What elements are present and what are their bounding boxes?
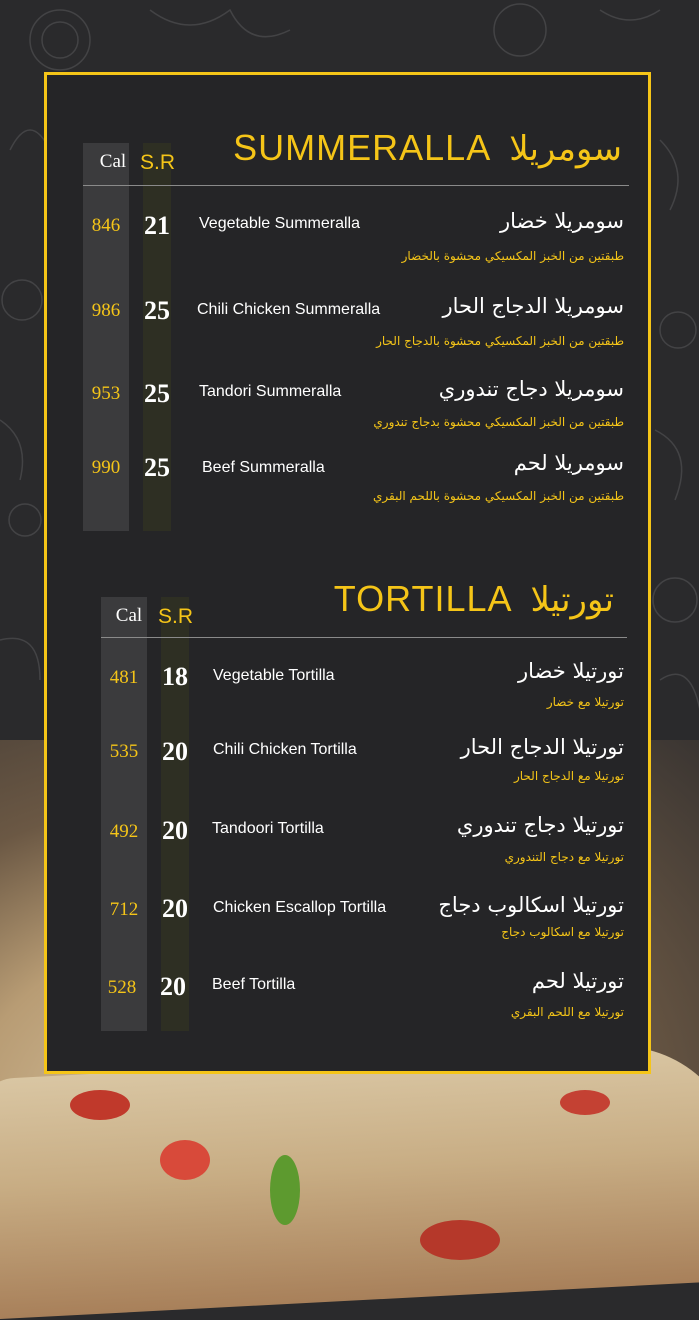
title-en: TORTILLA [333,578,513,619]
menu-item [47,731,654,801]
item-name-ar: سومريلا دجاج تندوري [438,377,624,401]
header-divider [101,637,627,638]
menu-item [47,809,654,879]
title-ar: تورتيلا [530,580,614,620]
calories: 846 [91,215,121,236]
menu-item [47,290,654,360]
menu-item [47,205,654,275]
calories: 492 [109,821,139,842]
price: 21 [144,211,170,240]
section-title [334,578,614,620]
title-en: SUMMERALLA [233,127,492,168]
cal-header: Cal [99,151,127,172]
filling-decoration [160,1140,210,1180]
price: 25 [144,296,170,325]
price: 20 [162,816,188,845]
filling-decoration [270,1155,300,1225]
item-name-en: Chili Chicken Summeralla [197,301,381,318]
header-divider [83,185,629,186]
quesadilla-image [0,1040,699,1319]
price: 20 [160,972,186,1001]
item-name-en: Vegetable Tortilla [213,667,335,684]
section-title [233,127,622,169]
calories: 535 [109,741,139,762]
item-desc-ar: طبقتين من الخبز المكسيكي محشوة بالخضار [401,249,624,263]
item-name-ar: سومريلا لحم [513,451,624,475]
menu-item [47,447,654,517]
item-desc-ar: طبقتين من الخبز المكسيكي محشوة باللحم البقري [373,489,624,503]
item-name-ar: سومريلا الدجاج الحار [442,294,624,318]
menu-item [47,889,654,959]
item-desc-ar: تورتيلا مع الدجاج الحار [513,769,624,783]
menu-item [47,655,654,725]
calories: 481 [109,667,139,688]
item-name-en: Beef Summeralla [202,459,325,476]
cal-header: Cal [115,605,143,626]
item-name-en: Tandori Summeralla [199,383,342,400]
item-name-en: Beef Tortilla [212,976,296,993]
item-name-ar: تورتيلا اسكالوب دجاج [438,893,624,917]
price: 25 [144,453,170,482]
sr-header: S.R [140,151,176,174]
item-name-ar: سومريلا خضار [499,209,624,233]
filling-decoration [70,1090,130,1120]
calories: 986 [91,300,121,321]
item-name-en: Chili Chicken Tortilla [213,741,357,758]
item-name-ar: تورتيلا خضار [518,659,624,683]
menu-panel [44,72,651,1074]
item-name-ar: تورتيلا لحم [531,969,624,993]
filling-decoration [560,1090,610,1115]
item-desc-ar: تورتيلا مع خضار [546,695,624,709]
item-name-en: Chicken Escallop Tortilla [213,899,387,916]
title-ar: سومريلا [509,129,622,169]
price: 20 [162,737,188,766]
item-desc-ar: تورتيلا مع دجاج التندوري [504,850,624,864]
item-desc-ar: طبقتين من الخبز المكسيكي محشوة بدجاج تندوري [373,415,624,429]
item-name-en: Tandoori Tortilla [212,820,324,837]
price: 20 [162,894,188,923]
sr-header: S.R [158,605,194,628]
calories: 953 [91,383,121,404]
item-desc-ar: تورتيلا مع اسكالوب دجاج [501,925,624,939]
item-desc-ar: تورتيلا مع اللحم البقري [510,1005,624,1019]
calories: 712 [109,899,139,920]
price: 18 [162,662,188,691]
item-name-ar: تورتيلا دجاج تندوري [456,813,624,837]
menu-item [47,373,654,443]
price: 25 [144,379,170,408]
item-name-ar: تورتيلا الدجاج الحار [460,735,624,759]
calories: 528 [107,977,137,998]
calories: 990 [91,457,121,478]
item-name-en: Vegetable Summeralla [199,215,360,232]
menu-item [47,965,654,1035]
item-desc-ar: طبقتين من الخبز المكسيكي محشوة بالدجاج الحار [376,334,624,348]
filling-decoration [420,1220,500,1260]
